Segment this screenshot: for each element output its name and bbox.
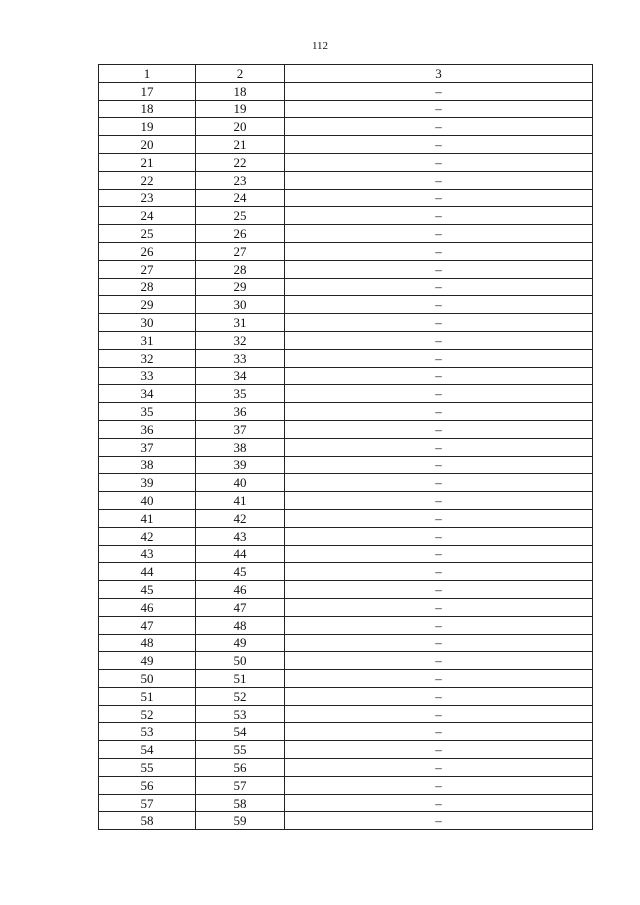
table-row — [99, 812, 593, 830]
table-cell: 36 — [196, 403, 285, 421]
table-cell: – — [285, 225, 593, 243]
table-row — [99, 492, 593, 510]
table-cell: 58 — [196, 794, 285, 812]
table-cell: 44 — [99, 563, 196, 581]
table-cell: 42 — [196, 509, 285, 527]
table-cell: – — [285, 242, 593, 260]
table-cell: – — [285, 652, 593, 670]
table-cell: 29 — [196, 278, 285, 296]
table-cell: 57 — [99, 794, 196, 812]
table-cell: 53 — [99, 723, 196, 741]
table-cell: 33 — [196, 349, 285, 367]
table-cell: 27 — [99, 260, 196, 278]
table-cell: 30 — [99, 314, 196, 332]
table-row — [99, 278, 593, 296]
table-cell: 44 — [196, 545, 285, 563]
table-cell: 57 — [196, 776, 285, 794]
table-row — [99, 527, 593, 545]
table-row — [99, 723, 593, 741]
table-cell: 47 — [196, 598, 285, 616]
table-cell: 40 — [99, 492, 196, 510]
table-cell: 51 — [99, 687, 196, 705]
table-cell: 32 — [99, 349, 196, 367]
table-cell: 35 — [196, 385, 285, 403]
table-cell: – — [285, 527, 593, 545]
table-row — [99, 82, 593, 100]
table-row — [99, 598, 593, 616]
table-cell: 38 — [196, 438, 285, 456]
table-cell: 34 — [196, 367, 285, 385]
table-cell: 47 — [99, 616, 196, 634]
table-row — [99, 581, 593, 599]
table-cell: 50 — [99, 670, 196, 688]
table-row — [99, 794, 593, 812]
table-cell: 41 — [196, 492, 285, 510]
table-cell: 25 — [99, 225, 196, 243]
table-row — [99, 189, 593, 207]
table-cell: 46 — [99, 598, 196, 616]
table-cell: 22 — [196, 153, 285, 171]
table-row — [99, 153, 593, 171]
table-cell: – — [285, 741, 593, 759]
table-cell: 59 — [196, 812, 285, 830]
table-cell: 19 — [99, 118, 196, 136]
table-header-row — [99, 65, 593, 83]
table-cell: 27 — [196, 242, 285, 260]
table-cell: 30 — [196, 296, 285, 314]
table-row — [99, 705, 593, 723]
table-cell: – — [285, 776, 593, 794]
table-cell: 17 — [99, 82, 196, 100]
table-cell: – — [285, 598, 593, 616]
table-row — [99, 438, 593, 456]
table-cell: 35 — [99, 403, 196, 421]
table-cell: – — [285, 509, 593, 527]
table-cell: – — [285, 118, 593, 136]
table-cell: 40 — [196, 474, 285, 492]
table-cell: – — [285, 82, 593, 100]
table-row — [99, 100, 593, 118]
table-cell: 20 — [99, 136, 196, 154]
table-cell: – — [285, 759, 593, 777]
column-header: 2 — [196, 65, 285, 83]
table-row — [99, 331, 593, 349]
table-row — [99, 225, 593, 243]
table-cell: 37 — [99, 438, 196, 456]
table-cell: – — [285, 723, 593, 741]
table-cell: 31 — [196, 314, 285, 332]
table-cell: – — [285, 278, 593, 296]
table-cell: 49 — [99, 652, 196, 670]
table-cell: 32 — [196, 331, 285, 349]
table-cell: 39 — [99, 474, 196, 492]
table-cell: 34 — [99, 385, 196, 403]
table-cell: 58 — [99, 812, 196, 830]
table-cell: 23 — [196, 171, 285, 189]
table-cell: 19 — [196, 100, 285, 118]
table-cell: – — [285, 456, 593, 474]
table-row — [99, 349, 593, 367]
table-cell: 43 — [196, 527, 285, 545]
table-cell: 29 — [99, 296, 196, 314]
table-cell: – — [285, 171, 593, 189]
table-row — [99, 242, 593, 260]
table-cell: – — [285, 438, 593, 456]
table-row — [99, 759, 593, 777]
table-row — [99, 616, 593, 634]
table-cell: 24 — [196, 189, 285, 207]
table-cell: 52 — [196, 687, 285, 705]
table-cell: 43 — [99, 545, 196, 563]
table-cell: – — [285, 563, 593, 581]
table-cell: 31 — [99, 331, 196, 349]
table-row — [99, 385, 593, 403]
table-cell: 23 — [99, 189, 196, 207]
table-cell: 45 — [99, 581, 196, 599]
table-cell: – — [285, 349, 593, 367]
table-cell: 48 — [196, 616, 285, 634]
table-row — [99, 776, 593, 794]
column-header: 1 — [99, 65, 196, 83]
table-row — [99, 171, 593, 189]
table-row — [99, 687, 593, 705]
table-cell: 18 — [99, 100, 196, 118]
table-cell: 46 — [196, 581, 285, 599]
table-row — [99, 670, 593, 688]
table-cell: – — [285, 136, 593, 154]
table-row — [99, 207, 593, 225]
table-row — [99, 367, 593, 385]
table-cell: – — [285, 367, 593, 385]
table-cell: 45 — [196, 563, 285, 581]
table-cell: 41 — [99, 509, 196, 527]
table-cell: 21 — [196, 136, 285, 154]
table-cell: – — [285, 385, 593, 403]
table-cell: 26 — [196, 225, 285, 243]
table-cell: – — [285, 207, 593, 225]
table-cell: – — [285, 260, 593, 278]
table-cell: 20 — [196, 118, 285, 136]
table-row — [99, 403, 593, 421]
table-row — [99, 652, 593, 670]
table-cell: 48 — [99, 634, 196, 652]
table-cell: 56 — [196, 759, 285, 777]
table-cell: 33 — [99, 367, 196, 385]
table-row — [99, 118, 593, 136]
table-row — [99, 456, 593, 474]
table-cell: 55 — [99, 759, 196, 777]
table-cell: 37 — [196, 420, 285, 438]
table-row — [99, 509, 593, 527]
table-cell: 52 — [99, 705, 196, 723]
table-cell: 22 — [99, 171, 196, 189]
table-cell: 28 — [99, 278, 196, 296]
table-cell: 39 — [196, 456, 285, 474]
table-cell: 36 — [99, 420, 196, 438]
table-cell: – — [285, 545, 593, 563]
table-row — [99, 634, 593, 652]
table-cell: – — [285, 687, 593, 705]
table-cell: 50 — [196, 652, 285, 670]
table-cell: 56 — [99, 776, 196, 794]
table-cell: 54 — [99, 741, 196, 759]
table-cell: – — [285, 189, 593, 207]
table-cell: 38 — [99, 456, 196, 474]
table-cell: 21 — [99, 153, 196, 171]
page-number: 112 — [311, 40, 329, 52]
table-cell: 24 — [99, 207, 196, 225]
table-cell: 53 — [196, 705, 285, 723]
table-cell: – — [285, 314, 593, 332]
table-row — [99, 314, 593, 332]
table-row — [99, 136, 593, 154]
table-cell: 25 — [196, 207, 285, 225]
table-cell: – — [285, 153, 593, 171]
table-cell: – — [285, 296, 593, 314]
table-cell: 42 — [99, 527, 196, 545]
table-cell: 28 — [196, 260, 285, 278]
table-cell: – — [285, 331, 593, 349]
table-cell: – — [285, 420, 593, 438]
table-cell: – — [285, 581, 593, 599]
table-row — [99, 474, 593, 492]
table-row — [99, 563, 593, 581]
column-header: 3 — [285, 65, 593, 83]
table-cell: – — [285, 812, 593, 830]
table-cell: 51 — [196, 670, 285, 688]
table-cell: 55 — [196, 741, 285, 759]
table-cell: – — [285, 634, 593, 652]
table-row — [99, 260, 593, 278]
table-cell: – — [285, 616, 593, 634]
table-cell: – — [285, 100, 593, 118]
table-cell: – — [285, 403, 593, 421]
table-cell: 26 — [99, 242, 196, 260]
table-cell: 49 — [196, 634, 285, 652]
table-cell: – — [285, 474, 593, 492]
table-body — [99, 65, 593, 830]
table-cell: – — [285, 794, 593, 812]
table-row — [99, 296, 593, 314]
data-table — [98, 64, 593, 830]
table-row — [99, 420, 593, 438]
table-cell: – — [285, 705, 593, 723]
table-cell: – — [285, 492, 593, 510]
table-cell: 18 — [196, 82, 285, 100]
table-row — [99, 545, 593, 563]
table-cell: – — [285, 670, 593, 688]
table-row — [99, 741, 593, 759]
table-cell: 54 — [196, 723, 285, 741]
